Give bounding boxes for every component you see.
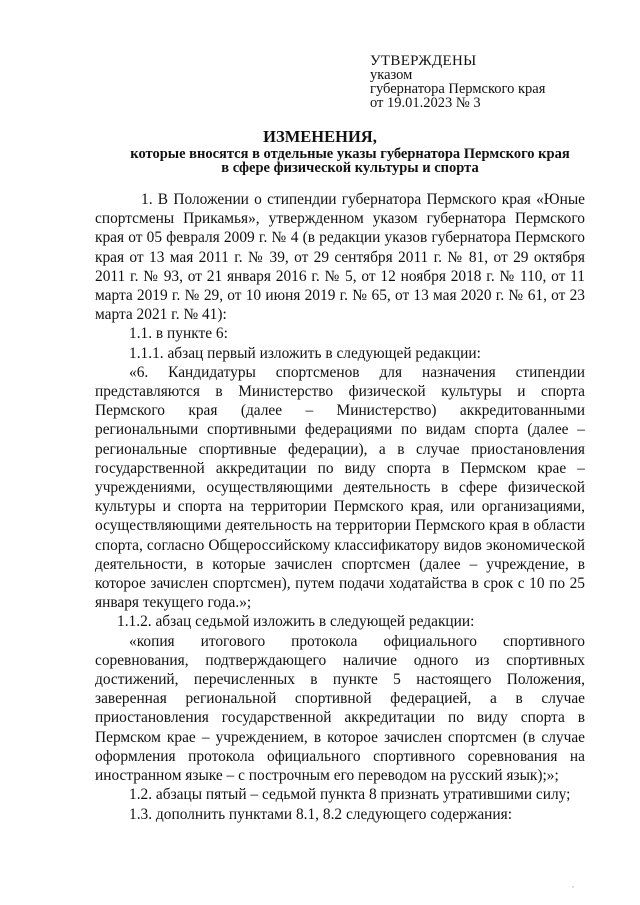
paragraph-1-1-2: 1.1.2. абзац седьмой изложить в следующей редакции: (117, 613, 475, 631)
scan-mark: , (572, 880, 574, 889)
approval-block (370, 54, 620, 110)
paragraph-1-1: 1.1. в пункте 6: (129, 325, 228, 343)
paragraph-1-1-1: 1.1.1. абзац первый изложить в следующей редакции: (129, 344, 481, 362)
document-body (95, 190, 585, 824)
paragraph-1-2: 1.2. абзацы пятый – седьмой пункта 8 признать утратившими силу; (129, 786, 571, 804)
paragraph-quote-copy: «копия итогового протокола официального спортивного соревнования, подтверждающего наличие одного из спортивных достижений, перечисленных в пункте 5 настоящего Положения, заверенная региональной спортивной федерацией, а в случае приостановления государственной аккредитации по виду спорта в Пермском крае – учреждением, в которое зачислен спортсмен (в случае оформления протокола официального спортивного соревнования на иностранном языке – с построчным его переводом на русский язык);»; (95, 632, 585, 785)
paragraph-1-3: 1.3. дополнить пунктами 8.1, 8.2 следующего содержания: (129, 805, 513, 823)
approval-line-decree: указом (370, 67, 413, 83)
document-subtitle (60, 147, 640, 175)
subtitle-line-1: которые вносятся в отдельные указы губернатора Пермского края (130, 146, 570, 162)
subtitle-line-2: в сфере физической культуры и спорта (221, 160, 479, 176)
document-title: ИЗМЕНЕНИЯ, (263, 127, 377, 146)
approval-line-date: от 19.01.2023 № 3 (370, 95, 481, 111)
paragraph-1: 1. В Положении о стипендии губернатора Пермского края «Юные спортсмены Прикамья», утвержденном указом губернатора Пермского края от 05 февраля 2009 г. № 4 (в редакции указов губернатора Пермского края от 13 мая 2011 г. № 39, от 29 сентября 2011 г. № 81, от 29 октября 2011 г. № 93, от 21 января 2016 г. № 5, от 12 ноября 2018 г. № 110, от 11 марта 2019 г. № 29, от 10 июня 2019 г. № 65, от 13 мая 2020 г. № 61, от 23 марта 2021 г. № 41): (95, 191, 585, 324)
approval-line-governor: губернатора Пермского края (370, 81, 546, 97)
approval-heading: УТВЕРЖДЕНЫ (370, 53, 477, 69)
paragraph-quote-6: «6. Кандидатуры спортсменов для назначения стипендии представляются в Министерство физической культуры и спорта Пермского края (далее – Министерство) аккредитованными региональными спортивными федерациями по видам спорта (далее – региональные спортивные федерации), а в случае приостановления государственной аккредитации по виду спорта в Пермском крае – учреждениями, осуществляющими деятельность в сфере физической культуры и спорта на территории Пермского края, или организациями, осуществляющими деятельность на территории Пермского края в области спорта, согласно Общероссийскому классификатору видов экономической деятельности, в которые зачислен спортсмен (далее – учреждение, в которое зачислен спортсмен), путем подачи ходатайства в срок с 10 по 25 января текущего года.»; (95, 363, 585, 612)
